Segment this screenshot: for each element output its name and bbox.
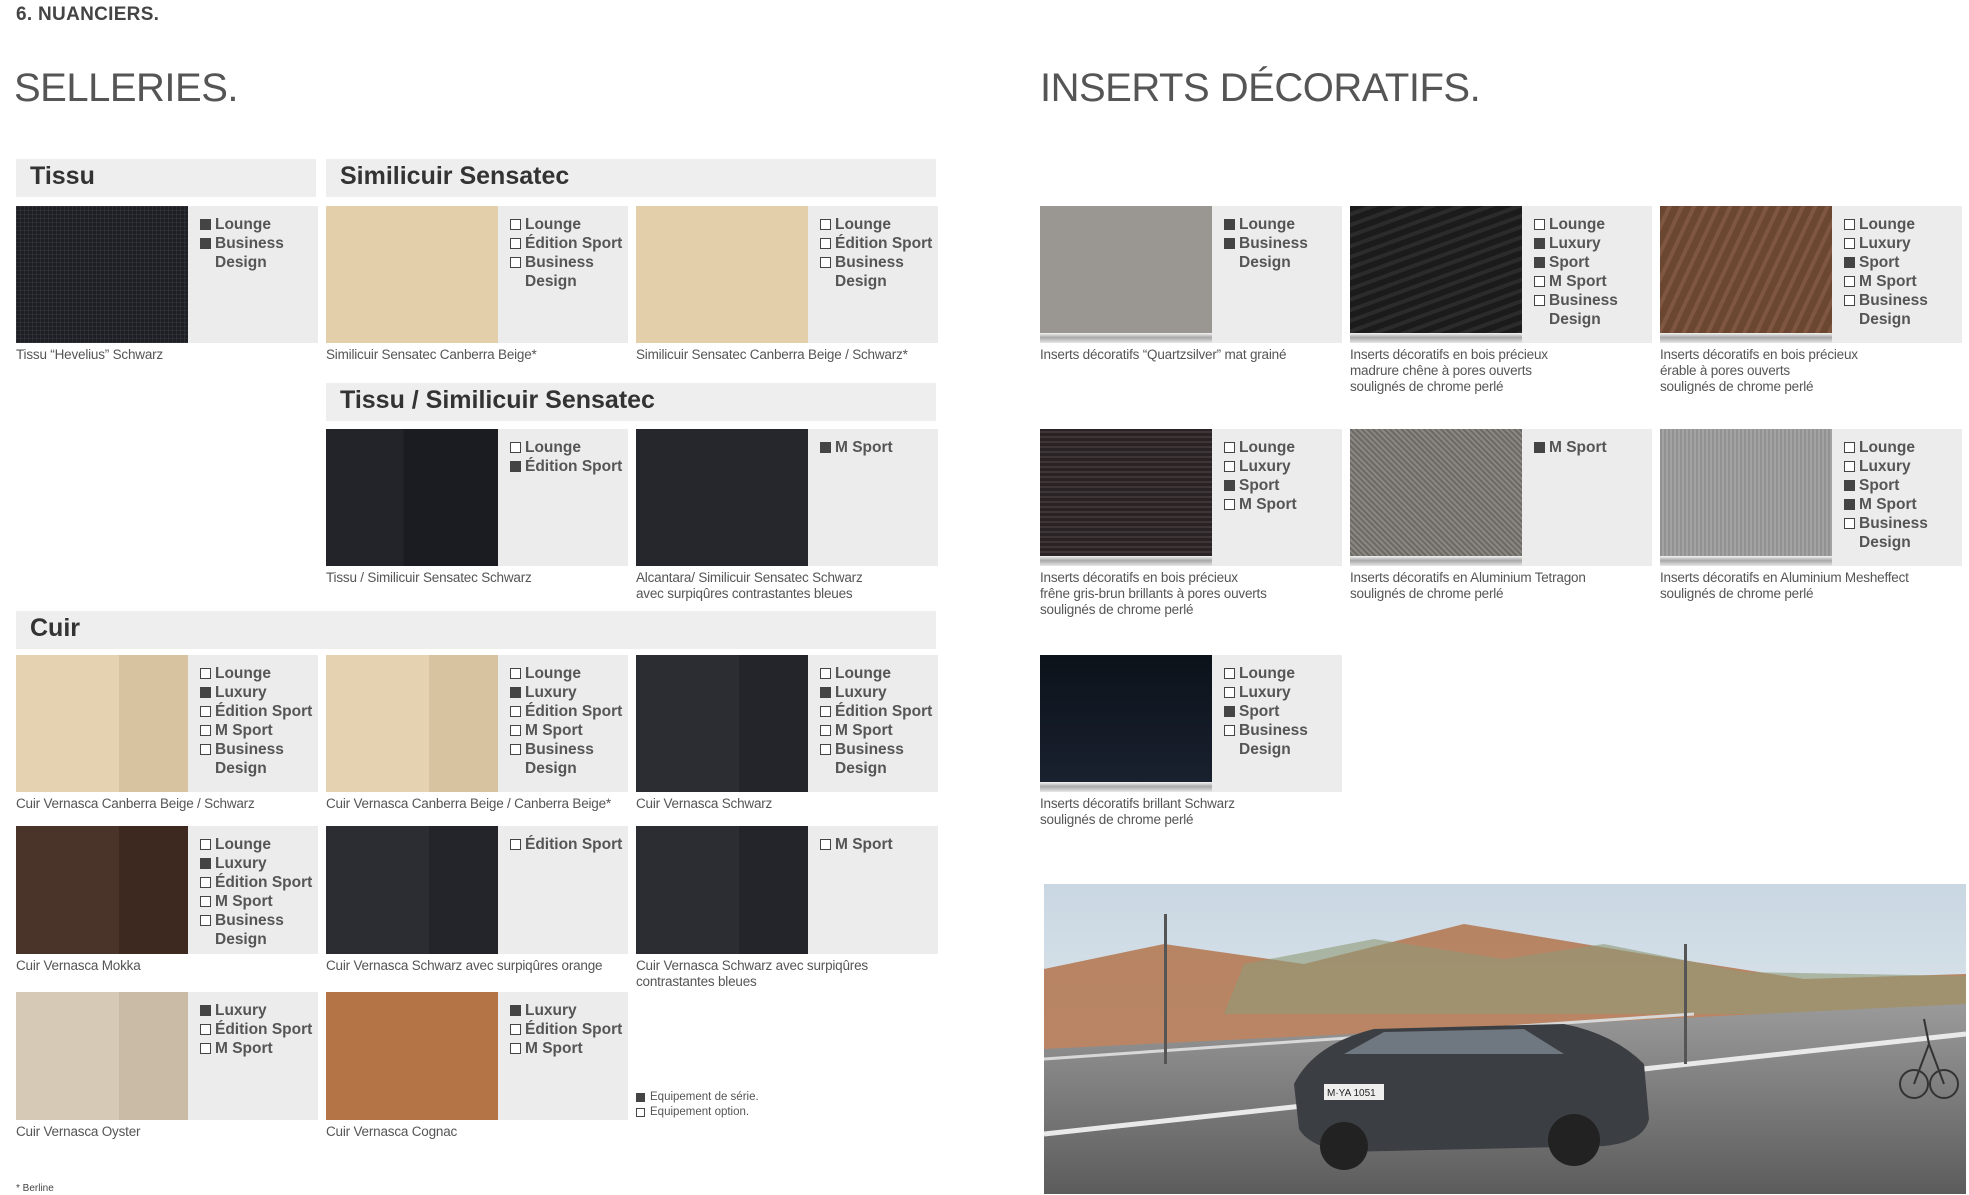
category-tissu: Tissu — [16, 159, 316, 197]
sellerie-swatch — [636, 429, 808, 566]
legend-standard: Equipement de série. — [650, 1091, 759, 1103]
option-label: Lounge — [525, 439, 581, 456]
option-item — [1844, 476, 1928, 495]
option-marker-icon — [1844, 295, 1855, 306]
option-marker-icon — [820, 706, 831, 717]
chrome-trim — [1350, 556, 1522, 566]
option-marker-icon — [820, 839, 831, 850]
insert-swatch — [1660, 429, 1832, 566]
option-marker-icon — [1844, 219, 1855, 230]
option-marker-icon — [820, 238, 831, 249]
option-marker-icon — [200, 1043, 211, 1054]
option-item — [510, 721, 622, 740]
option-item — [200, 1001, 312, 1020]
insert-card — [1660, 429, 1962, 566]
option-item — [1534, 272, 1618, 291]
option-marker-icon — [510, 706, 521, 717]
option-item — [1224, 683, 1308, 702]
option-item — [1844, 234, 1928, 253]
standard-marker-icon — [820, 442, 831, 453]
sellerie-caption: Cuir Vernasca Schwarz avec surpiqûres orange — [326, 958, 603, 973]
option-item — [200, 873, 312, 892]
option-item — [1844, 215, 1928, 234]
option-label: Luxury — [215, 684, 267, 701]
option-label: M Sport — [1549, 273, 1607, 290]
category-similicuir: Similicuir Sensatec — [326, 159, 936, 197]
sellerie-caption: Cuir Vernasca Oyster — [16, 1124, 141, 1139]
option-item — [510, 457, 622, 476]
legend-option: Equipement option. — [650, 1106, 750, 1118]
option-marker-icon — [510, 219, 521, 230]
sellerie-card — [326, 992, 628, 1120]
option-label: M Sport — [1549, 439, 1607, 456]
standard-marker-icon — [200, 687, 211, 698]
option-marker-icon — [200, 877, 211, 888]
option-list — [820, 215, 932, 291]
option-label: Business Design — [215, 741, 284, 777]
sellerie-swatch — [326, 429, 498, 566]
option-label: Édition Sport — [525, 1021, 623, 1038]
sellerie-swatch — [326, 655, 498, 792]
sellerie-swatch — [326, 992, 498, 1120]
option-item — [200, 854, 312, 873]
option-item — [510, 1001, 622, 1020]
option-marker-icon — [200, 839, 211, 850]
sellerie-swatch — [326, 826, 498, 954]
option-label: Édition Sport — [835, 703, 933, 720]
option-label: Édition Sport — [525, 836, 623, 853]
sellerie-card — [16, 206, 318, 343]
chrome-trim — [1040, 782, 1212, 792]
option-marker-icon — [1224, 442, 1235, 453]
option-marker-icon — [510, 238, 521, 249]
option-item — [200, 683, 312, 702]
option-item — [200, 835, 312, 854]
option-label: Édition Sport — [525, 458, 623, 475]
option-item — [510, 253, 622, 291]
option-label: Business Design — [1549, 292, 1618, 328]
option-label: Luxury — [1859, 235, 1911, 252]
option-marker-icon — [510, 725, 521, 736]
option-marker-icon — [510, 744, 521, 755]
option-marker-icon — [200, 744, 211, 755]
option-label: Lounge — [215, 665, 271, 682]
option-item — [510, 234, 622, 253]
option-item — [200, 721, 312, 740]
option-item — [1534, 234, 1618, 253]
option-item — [1844, 438, 1928, 457]
option-label: Sport — [1239, 703, 1280, 720]
option-marker-icon — [1844, 518, 1855, 529]
standard-marker-icon — [200, 219, 211, 230]
option-marker-icon — [820, 725, 831, 736]
option-list — [1534, 215, 1618, 329]
sellerie-caption: Cuir Vernasca Mokka — [16, 958, 141, 973]
option-marker-icon — [1844, 442, 1855, 453]
option-label: Édition Sport — [215, 703, 313, 720]
option-label: M Sport — [1239, 496, 1297, 513]
option-item — [820, 835, 893, 854]
option-item — [510, 215, 622, 234]
option-marker-icon — [510, 839, 521, 850]
insert-card — [1040, 655, 1342, 792]
option-label: Luxury — [1549, 235, 1601, 252]
option-list — [820, 835, 893, 854]
option-item — [1534, 253, 1618, 272]
standard-marker-icon — [636, 1093, 645, 1102]
insert-swatch — [1350, 206, 1522, 343]
sellerie-swatch — [636, 826, 808, 954]
option-list — [510, 1001, 622, 1058]
option-item — [1224, 457, 1297, 476]
option-label: Luxury — [215, 855, 267, 872]
option-label: Lounge — [215, 836, 271, 853]
option-list — [1224, 215, 1308, 272]
option-item — [510, 664, 622, 683]
option-label: M Sport — [525, 1040, 583, 1057]
sellerie-caption: Similicuir Sensatec Canberra Beige* — [326, 347, 537, 362]
option-list — [1844, 438, 1928, 552]
option-label: Business Design — [835, 254, 904, 290]
option-marker-icon — [1534, 219, 1545, 230]
option-label: Business Design — [215, 912, 284, 948]
option-label: M Sport — [1859, 273, 1917, 290]
option-item — [1224, 476, 1297, 495]
insert-card — [1350, 206, 1652, 343]
option-label: Édition Sport — [525, 703, 623, 720]
option-item — [820, 721, 932, 740]
option-item — [1844, 514, 1928, 552]
option-item — [1224, 215, 1308, 234]
insert-caption: Inserts décoratifs brillant Schwarz soulignés de chrome perlé — [1040, 796, 1235, 827]
insert-card — [1350, 429, 1652, 566]
option-item — [1844, 272, 1928, 291]
standard-marker-icon — [1224, 706, 1235, 717]
insert-swatch — [1350, 429, 1522, 566]
option-label: Luxury — [1239, 458, 1291, 475]
option-label: Luxury — [525, 1002, 577, 1019]
standard-marker-icon — [820, 687, 831, 698]
option-list — [200, 1001, 312, 1058]
option-marker-icon — [510, 1043, 521, 1054]
option-list — [820, 664, 932, 778]
option-label: Sport — [1549, 254, 1590, 271]
option-item — [200, 740, 312, 778]
standard-marker-icon — [1844, 499, 1855, 510]
option-item — [1224, 234, 1308, 272]
standard-marker-icon — [510, 687, 521, 698]
standard-marker-icon — [1224, 480, 1235, 491]
insert-swatch — [1040, 655, 1212, 792]
option-label: Sport — [1239, 477, 1280, 494]
option-list — [200, 664, 312, 778]
option-label: Lounge — [525, 665, 581, 682]
option-item — [820, 664, 932, 683]
option-item — [200, 702, 312, 721]
sellerie-card — [326, 206, 628, 343]
option-label: Lounge — [1239, 216, 1295, 233]
option-item — [1224, 721, 1308, 759]
sellerie-card — [326, 429, 628, 566]
insert-swatch — [1040, 429, 1212, 566]
option-label: Sport — [1859, 477, 1900, 494]
option-label: Lounge — [525, 216, 581, 233]
legend — [636, 1090, 759, 1120]
option-item — [1844, 291, 1928, 329]
option-label: M Sport — [215, 1040, 273, 1057]
option-item — [1534, 438, 1607, 457]
standard-marker-icon — [510, 1005, 521, 1016]
option-marker-icon — [200, 896, 211, 907]
sellerie-swatch — [16, 826, 188, 954]
sellerie-card — [16, 826, 318, 954]
option-marker-icon — [510, 668, 521, 679]
option-marker-icon — [1534, 295, 1545, 306]
chrome-trim — [1660, 333, 1832, 343]
option-item — [510, 835, 622, 854]
option-marker-icon — [1534, 276, 1545, 287]
sellerie-card — [326, 655, 628, 792]
sellerie-card — [636, 429, 938, 566]
option-marker-icon — [510, 257, 521, 268]
plate-text: M·YA 1051 — [1327, 1088, 1376, 1099]
option-item — [820, 683, 932, 702]
insert-caption: Inserts décoratifs en Aluminium Tetragon soulignés de chrome perlé — [1350, 570, 1586, 601]
page-label: 6. NUANCIERS. — [16, 4, 160, 25]
option-marker-icon — [200, 1024, 211, 1035]
option-marker-icon — [820, 744, 831, 755]
option-label: Édition Sport — [215, 874, 313, 891]
option-label: Business Design — [525, 254, 594, 290]
bmw-touring-road-image — [1044, 884, 1966, 1194]
option-marker-icon — [200, 668, 211, 679]
option-marker-icon — [1844, 461, 1855, 472]
standard-marker-icon — [200, 1005, 211, 1016]
insert-swatch — [1660, 206, 1832, 343]
option-item — [200, 234, 284, 272]
option-label: M Sport — [215, 722, 273, 739]
insert-caption: Inserts décoratifs en bois précieux frêne gris-brun brillants à pores ouverts soulignés de chrome perlé — [1040, 570, 1267, 617]
sellerie-swatch — [636, 655, 808, 792]
option-label: Édition Sport — [525, 235, 623, 252]
option-label: Lounge — [1239, 439, 1295, 456]
standard-marker-icon — [200, 238, 211, 249]
option-list — [820, 438, 893, 457]
option-marker-icon — [1224, 687, 1235, 698]
option-list — [510, 664, 622, 778]
sellerie-swatch — [326, 206, 498, 343]
sellerie-caption: Cuir Vernasca Canberra Beige / Canberra Beige* — [326, 796, 611, 811]
option-label: Luxury — [1859, 458, 1911, 475]
option-marker-icon — [510, 442, 521, 453]
option-marker-icon — [1224, 499, 1235, 510]
option-item — [510, 740, 622, 778]
sellerie-swatch — [636, 206, 808, 343]
option-label: Business Design — [1239, 235, 1308, 271]
option-item — [200, 911, 312, 949]
standard-marker-icon — [1534, 238, 1545, 249]
category-tissu-similicuir: Tissu / Similicuir Sensatec — [326, 383, 936, 421]
option-label: Business Design — [1859, 515, 1928, 551]
option-item — [200, 1020, 312, 1039]
option-item — [820, 740, 932, 778]
option-label: M Sport — [525, 722, 583, 739]
option-label: Luxury — [525, 684, 577, 701]
option-marker-icon — [820, 219, 831, 230]
option-label: Lounge — [835, 665, 891, 682]
option-item — [1224, 664, 1308, 683]
option-marker-icon — [200, 725, 211, 736]
option-label: Luxury — [1239, 684, 1291, 701]
insert-swatch — [1040, 206, 1212, 343]
sellerie-card — [636, 826, 938, 954]
option-marker-icon — [200, 706, 211, 717]
sellerie-caption: Alcantara/ Similicuir Sensatec Schwarz avec surpiqûres contrastantes bleues — [636, 570, 863, 601]
option-item — [510, 1020, 622, 1039]
option-label: Lounge — [1549, 216, 1605, 233]
option-label: M Sport — [215, 893, 273, 910]
option-label: Lounge — [215, 216, 271, 233]
insert-caption: Inserts décoratifs “Quartzsilver” mat grainé — [1040, 347, 1287, 362]
option-item — [1844, 253, 1928, 272]
option-item — [1224, 438, 1297, 457]
option-marker-icon — [1224, 668, 1235, 679]
option-item — [1844, 495, 1928, 514]
option-marker-icon — [636, 1108, 645, 1117]
option-item — [510, 702, 622, 721]
insert-card — [1040, 429, 1342, 566]
option-label: Business Design — [215, 235, 284, 271]
option-item — [820, 702, 932, 721]
option-marker-icon — [1844, 238, 1855, 249]
option-marker-icon — [200, 915, 211, 926]
option-label: Édition Sport — [835, 235, 933, 252]
option-label: Business Design — [835, 741, 904, 777]
option-list — [200, 215, 284, 272]
option-marker-icon — [820, 257, 831, 268]
option-item — [200, 892, 312, 911]
sellerie-caption: Similicuir Sensatec Canberra Beige / Schwarz* — [636, 347, 908, 362]
sellerie-caption: Cuir Vernasca Canberra Beige / Schwarz — [16, 796, 255, 811]
sellerie-swatch — [16, 655, 188, 792]
footnote: * Berline — [16, 1183, 54, 1194]
option-label: Luxury — [835, 684, 887, 701]
sellerie-card — [636, 655, 938, 792]
sellerie-card — [16, 992, 318, 1120]
option-item — [820, 215, 932, 234]
sellerie-swatch — [16, 206, 188, 343]
option-list — [1224, 664, 1308, 759]
option-label: M Sport — [1859, 496, 1917, 513]
option-item — [820, 234, 932, 253]
standard-marker-icon — [1844, 480, 1855, 491]
insert-caption: Inserts décoratifs en bois précieux madrure chêne à pores ouverts soulignés de chrome perlé — [1350, 347, 1548, 394]
option-marker-icon — [1844, 276, 1855, 287]
option-label: Luxury — [215, 1002, 267, 1019]
option-item — [510, 683, 622, 702]
option-item — [1844, 457, 1928, 476]
standard-marker-icon — [200, 858, 211, 869]
standard-marker-icon — [1534, 442, 1545, 453]
option-list — [1224, 438, 1297, 514]
option-list — [510, 438, 622, 476]
option-label: Sport — [1859, 254, 1900, 271]
option-label: Business Design — [1239, 722, 1308, 758]
option-item — [820, 438, 893, 457]
option-label: Édition Sport — [215, 1021, 313, 1038]
option-item — [200, 1039, 312, 1058]
standard-marker-icon — [1224, 219, 1235, 230]
option-label: Business Design — [525, 741, 594, 777]
selleries-title: SELLERIES. — [14, 66, 239, 110]
sellerie-caption: Cuir Vernasca Cognac — [326, 1124, 458, 1139]
sellerie-caption: Cuir Vernasca Schwarz avec surpiqûres contrastantes bleues — [636, 958, 868, 989]
sellerie-card — [16, 655, 318, 792]
chrome-trim — [1350, 333, 1522, 343]
option-label: Lounge — [835, 216, 891, 233]
chrome-trim — [1040, 333, 1212, 343]
sellerie-caption: Cuir Vernasca Schwarz — [636, 796, 773, 811]
option-item — [1534, 215, 1618, 234]
category-cuir: Cuir — [16, 611, 936, 649]
sellerie-card — [326, 826, 628, 954]
option-item — [510, 1039, 622, 1058]
option-list — [1534, 438, 1607, 457]
option-label: M Sport — [835, 439, 893, 456]
sellerie-caption: Tissu / Similicuir Sensatec Schwarz — [326, 570, 532, 585]
sellerie-swatch — [16, 992, 188, 1120]
option-item — [200, 215, 284, 234]
option-list — [510, 215, 622, 291]
standard-marker-icon — [1844, 257, 1855, 268]
option-list — [200, 835, 312, 949]
option-label: Lounge — [1859, 439, 1915, 456]
option-item — [1534, 291, 1618, 329]
insert-card — [1040, 206, 1342, 343]
option-list — [1844, 215, 1928, 329]
insert-caption: Inserts décoratifs en bois précieux érable à pores ouverts soulignés de chrome perlé — [1660, 347, 1858, 394]
sellerie-caption: Tissu “Hevelius” Schwarz — [16, 347, 163, 362]
option-label: M Sport — [835, 722, 893, 739]
option-label: Lounge — [1859, 216, 1915, 233]
option-marker-icon — [1224, 725, 1235, 736]
option-item — [1224, 495, 1297, 514]
insert-caption: Inserts décoratifs en Aluminium Mesheffect soulignés de chrome perlé — [1660, 570, 1909, 601]
option-label: Business Design — [1859, 292, 1928, 328]
standard-marker-icon — [1534, 257, 1545, 268]
standard-marker-icon — [510, 461, 521, 472]
insert-card — [1660, 206, 1962, 343]
option-marker-icon — [1224, 461, 1235, 472]
chrome-trim — [1660, 556, 1832, 566]
option-label: Lounge — [1239, 665, 1295, 682]
option-marker-icon — [820, 668, 831, 679]
car-photo — [1044, 884, 1966, 1194]
option-label: M Sport — [835, 836, 893, 853]
option-item — [200, 664, 312, 683]
chrome-trim — [1040, 556, 1212, 566]
option-item — [820, 253, 932, 291]
option-item — [510, 438, 622, 457]
option-list — [510, 835, 622, 854]
option-item — [1224, 702, 1308, 721]
inserts-title: INSERTS DÉCORATIFS. — [1040, 66, 1481, 110]
option-marker-icon — [510, 1024, 521, 1035]
standard-marker-icon — [1224, 238, 1235, 249]
sellerie-card — [636, 206, 938, 343]
